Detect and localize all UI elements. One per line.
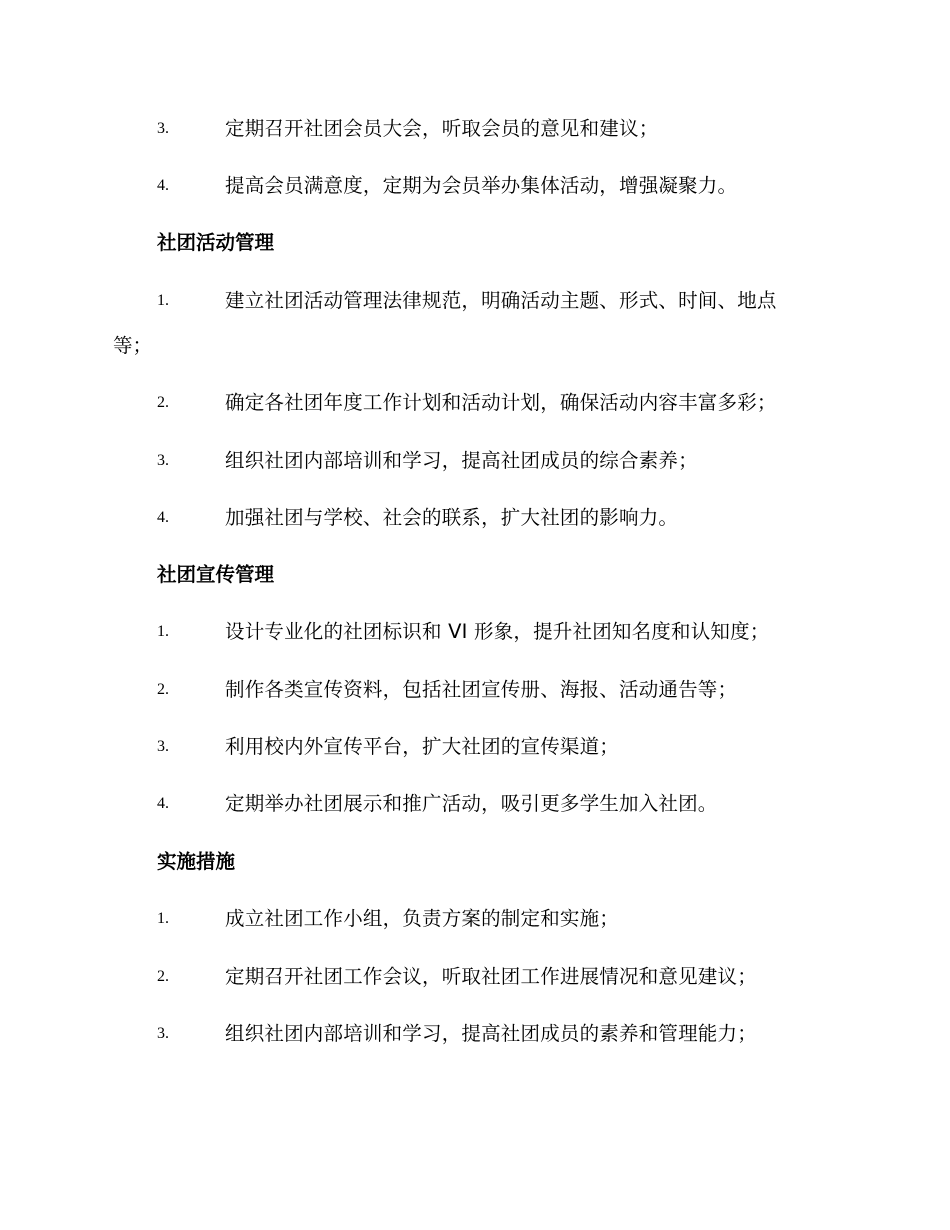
list-text-continuation: 等； (113, 334, 153, 357)
list-number: 2. (157, 968, 169, 985)
list-item (0, 962, 950, 992)
list-item (0, 732, 950, 762)
section-heading-row (0, 847, 950, 877)
list-item (0, 114, 950, 144)
list-number: 3. (157, 1025, 169, 1042)
list-number: 3. (157, 738, 169, 755)
section-heading: 社团宣传管理 (157, 563, 275, 586)
list-text: 设计专业化的社团标识和 VI 形象，提升社团知名度和认知度； (225, 620, 770, 643)
list-text: 组织社团内部培训和学习，提高社团成员的综合素养； (225, 449, 698, 472)
list-item (0, 904, 950, 934)
list-item (0, 1019, 950, 1049)
list-item (0, 503, 950, 533)
list-item (0, 388, 950, 418)
list-number: 1. (157, 292, 169, 309)
list-text: 利用校内外宣传平台，扩大社团的宣传渠道； (225, 735, 620, 758)
list-item (0, 617, 950, 647)
list-text: 组织社团内部培训和学习，提高社团成员的素养和管理能力； (225, 1022, 757, 1045)
list-text: 提高会员满意度，定期为会员举办集体活动，增强凝聚力。 (225, 174, 738, 197)
list-text: 成立社团工作小组，负责方案的制定和实施； (225, 907, 620, 930)
list-text: 定期召开社团会员大会，听取会员的意见和建议； (225, 117, 659, 140)
list-text: 定期举办社团展示和推广活动，吸引更多学生加入社团。 (225, 792, 718, 815)
section-heading-row (0, 228, 950, 258)
list-text: 制作各类宣传资料，包括社团宣传册、海报、活动通告等； (225, 678, 738, 701)
list-item (0, 171, 950, 201)
list-text: 加强社团与学校、社会的联系，扩大社团的影响力。 (225, 506, 679, 529)
section-heading-row (0, 560, 950, 590)
list-item (0, 446, 950, 476)
list-number: 1. (157, 910, 169, 927)
list-text: 定期召开社团工作会议，听取社团工作进展情况和意见建议； (225, 965, 757, 988)
section-heading: 社团活动管理 (157, 231, 275, 254)
list-number: 3. (157, 120, 169, 137)
list-number: 4. (157, 177, 169, 194)
list-item-continuation (0, 331, 950, 361)
list-number: 3. (157, 452, 169, 469)
list-number: 2. (157, 681, 169, 698)
list-text: 确定各社团年度工作计划和活动计划，确保活动内容丰富多彩； (225, 391, 777, 414)
list-number: 4. (157, 795, 169, 812)
list-number: 1. (157, 623, 169, 640)
list-text: 建立社团活动管理法律规范，明确活动主题、形式、时间、地点 (225, 289, 777, 312)
list-item (0, 286, 950, 316)
list-number: 2. (157, 394, 169, 411)
list-number: 4. (157, 509, 169, 526)
section-heading: 实施措施 (157, 850, 236, 873)
list-item (0, 789, 950, 819)
list-item (0, 675, 950, 705)
